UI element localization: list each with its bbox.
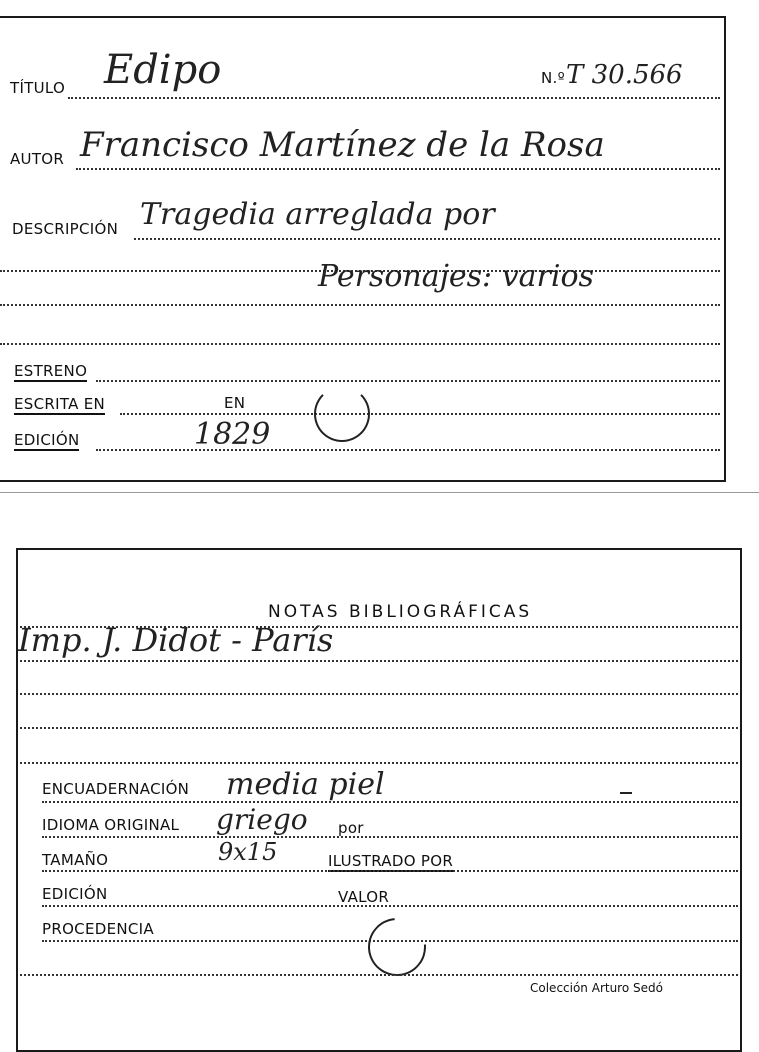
descripcion-line [134, 238, 720, 240]
en-label: EN [224, 394, 246, 412]
tamano-line [42, 870, 738, 872]
bottom-line [20, 974, 738, 976]
numero-value: T 30.566 [566, 60, 683, 90]
procedencia-label: PROCEDENCIA [42, 920, 154, 938]
stray-mark [620, 792, 632, 794]
edicion-value-1: 1829 [194, 417, 271, 452]
notas-line-4 [20, 727, 738, 729]
stamp-circle-1 [314, 386, 370, 442]
tamano-value: 9x15 [218, 838, 278, 866]
card-separator [0, 492, 759, 493]
notas-value: Imp. J. Didot - París [18, 621, 334, 659]
notas-heading: NOTAS BIBLIOGRÁFICAS [268, 602, 533, 622]
titulo-label: TÍTULO [10, 79, 66, 97]
notas-line-5 [20, 762, 738, 764]
estreno-label: ESTRENO [14, 362, 88, 380]
encuadernacion-value: media piel [226, 767, 385, 802]
notas-line-2 [20, 660, 738, 662]
por-label: por [338, 819, 364, 837]
titulo-line [68, 97, 720, 99]
estreno-line [96, 380, 720, 382]
edicion-label-1: EDICIÓN [14, 431, 80, 449]
autor-label: AUTOR [10, 150, 65, 168]
notas-line-3 [20, 693, 738, 695]
idioma-line [42, 836, 738, 838]
ilustrado-label: ILUSTRADO POR [328, 852, 454, 870]
escrita-line [120, 413, 720, 415]
descripcion-label: DESCRIPCIÓN [12, 220, 119, 238]
idioma-value: griego [216, 803, 308, 836]
collection-credit: Colección Arturo Sedó [530, 981, 663, 995]
autor-line [76, 168, 720, 170]
edicion-line-2 [42, 905, 738, 907]
blank-line-2 [0, 343, 720, 345]
titulo-value: Edipo [104, 47, 222, 93]
valor-label: VALOR [338, 888, 390, 906]
tamano-label: TAMAÑO [42, 851, 109, 869]
edicion-label-2: EDICIÓN [42, 885, 108, 903]
numero-label: N.º [541, 69, 565, 87]
encuadernacion-line [42, 801, 738, 803]
personajes-value: Personajes: varios [318, 259, 594, 294]
encuadernacion-label: ENCUADERNACIÓN [42, 780, 190, 798]
edicion-line-1 [96, 449, 720, 451]
escrita-en-label: ESCRITA EN [14, 395, 106, 413]
personajes-line [0, 304, 720, 306]
idioma-label: IDIOMA ORIGINAL [42, 816, 180, 834]
autor-value: Francisco Martínez de la Rosa [80, 125, 605, 165]
descripcion-value: Tragedia arreglada por [140, 197, 495, 232]
